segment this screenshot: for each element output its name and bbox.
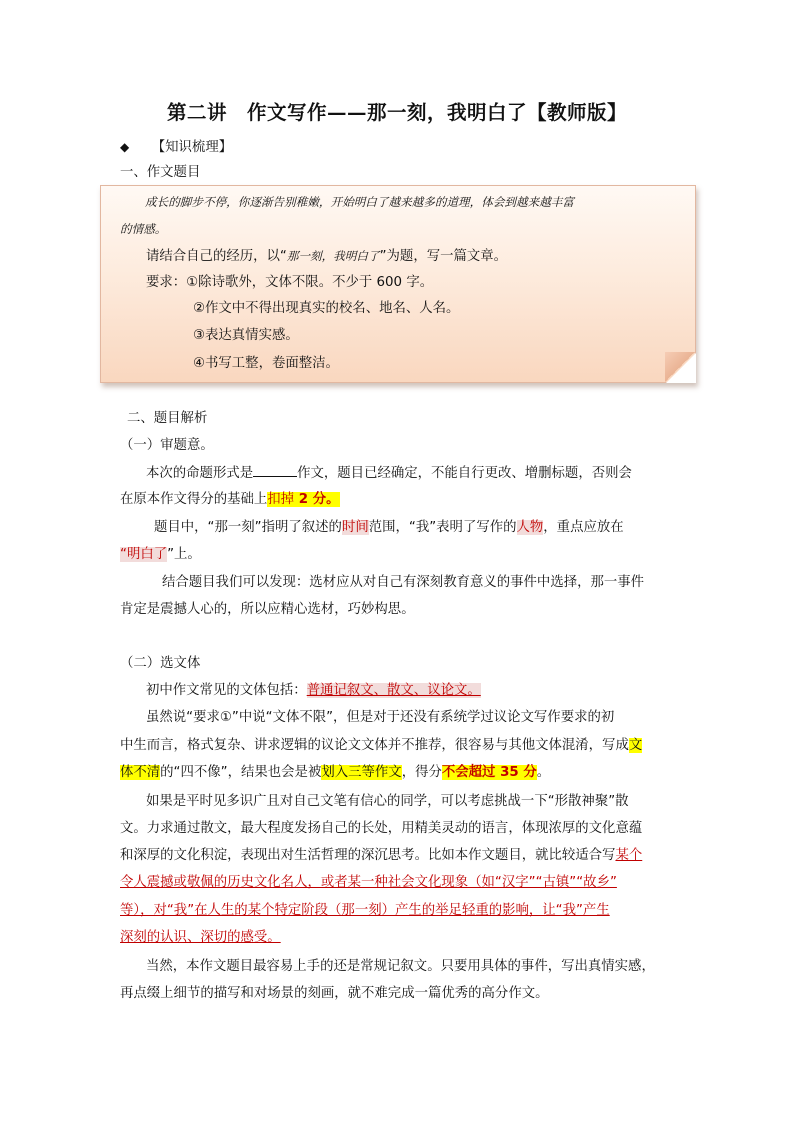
requirement-4: ④书写工整，卷面整洁。: [193, 356, 339, 371]
third-grade-highlight: 划入三等作文: [321, 765, 402, 780]
para-1-text-a: 本次的命题形式是: [146, 466, 254, 481]
prompt-line-1: 成长的脚步不停，你逐渐告别稚嫩，开始明白了越来越多的道理，体会到越来越丰富: [145, 195, 574, 209]
para-2-text-h: ”上。: [167, 547, 201, 562]
para-5-text-b: 中生而言，格式复杂、讲求逻辑的议论文文体并不推荐，很容易与其他文体混淆，写成: [120, 738, 629, 753]
para-5-text-i: 。: [536, 765, 551, 780]
keyword-time: 时间: [341, 520, 369, 535]
para-5-line-2: [120, 736, 642, 756]
para-6-underline-d: 某个: [615, 848, 643, 863]
prompt-line-3-c: ”为题，写一篇文章。: [379, 249, 508, 264]
para-3-line-1: 结合题目我们可以发现：选材应从对自己有深刻教育意义的事件中选择，那一事件: [162, 575, 645, 590]
fill-in-blank: [253, 463, 297, 477]
knowledge-heading-label: 【知识梳理】: [151, 140, 233, 155]
keyword-person: 人物: [516, 520, 544, 535]
prompt-topic: 那一刻，我明白了: [286, 249, 380, 263]
deduction-highlight: 扣掉: [267, 492, 295, 507]
score-limit-highlight: 不会超过 35 分: [441, 765, 537, 780]
para-1-line-1: [146, 463, 632, 484]
requirement-1: 要求：①除诗歌外，文体不限。不少于 600 字。: [146, 275, 434, 290]
knowledge-heading: [120, 137, 232, 158]
para-1-line-2: [120, 490, 340, 510]
requirement-2: ②作文中不得出现真实的校名、地名、人名。: [193, 301, 460, 316]
para-5-highlight-c: 文: [628, 738, 643, 753]
para-5-line-3: [120, 763, 550, 783]
prompt-line-2: 的情感。: [120, 222, 167, 236]
para-6-line-5: 等），对“我”在人生的某个特定阶段（那一刻）产生的举足轻重的影响，让“我”产生: [120, 903, 610, 918]
para-2-quote-open: “: [120, 547, 127, 562]
para-2-text-a: 题目中，“那一刻”指明了叙述的: [154, 520, 342, 535]
para-6-line-6: 深刻的认识、深切的感受。: [120, 930, 281, 945]
para-5-text-g: ，得分: [401, 765, 442, 780]
subsection-2-heading: （二）选文体: [120, 656, 201, 671]
para-5-text-e: 的“四不像”，结果也会是被: [160, 765, 322, 780]
prompt-line-3: [146, 246, 507, 267]
para-6-line-3: [120, 846, 642, 866]
section-1-heading: 一、作文题目: [120, 165, 201, 180]
keyword-understood: 明白了: [126, 547, 168, 562]
para-7-line-2: 再点缀上细节的描写和对场景的刻画，就不难完成一篇优秀的高分作文。: [120, 986, 549, 1001]
para-6-line-2: 文。力求通过散文，最大程度发扬自己的长处，用精美灵动的语言，体现浓厚的文化意蕴: [120, 821, 643, 836]
page-curl-cut: [666, 353, 696, 383]
para-2-text-c: 范围，“我”表明了写作的: [368, 520, 517, 535]
document-title: 第二讲 作文写作——那一刻，我明白了【教师版】: [166, 101, 627, 124]
subsection-1-heading: （一）审题意。: [120, 438, 214, 453]
para-1-text-b: 作文，题目已经确定，不能自行更改、增删标题，否则会: [297, 466, 632, 481]
para-6-text-c: 和深厚的文化积淀，表现出对生活哲理的深沉思考。比如本作文题目，就比较适合写: [120, 848, 616, 863]
diamond-bullet-icon: ◆: [120, 140, 130, 154]
prompt-line-3-a: 请结合自己的经历，以“: [146, 249, 287, 264]
para-1-text-c: 在原本作文得分的基础上: [120, 492, 268, 507]
para-2-line-2: [120, 545, 201, 565]
para-7-line-1: 当然，本作文题目最容易上手的还是常规记叙文。只要用具体的事件，写出真情实感，: [146, 959, 655, 974]
genre-list: 普通记叙文、散文、议论文。: [306, 683, 481, 698]
requirement-3: ③表达真情实感。: [193, 328, 299, 343]
para-5-line-1: 虽然说“要求①”中说“文体不限”，但是对于还没有系统学过议论文写作要求的初: [146, 710, 615, 725]
deduction-points: 2 分。: [294, 492, 340, 507]
para-2-text-e: ，重点应放在: [543, 520, 624, 535]
para-2-line-1: [154, 518, 624, 538]
para-3-line-2: 肯定是震撼人心的，所以应精心选材，巧妙构思。: [120, 602, 415, 617]
section-2-heading: 二、题目解析: [127, 411, 208, 426]
para-6-line-4: 令人震撼或敬佩的历史文化名人，或者某一种社会文化现象（如“汉字”“古镇”“故乡”: [120, 875, 617, 890]
para-4-text-a: 初中作文常见的文体包括：: [146, 683, 307, 698]
para-5-highlight-d: 体不清: [120, 765, 161, 780]
para-4: [146, 681, 481, 701]
para-6-line-1: 如果是平时见多识广且对自己文笔有信心的同学，可以考虑挑战一下“形散神聚”散: [146, 794, 629, 809]
